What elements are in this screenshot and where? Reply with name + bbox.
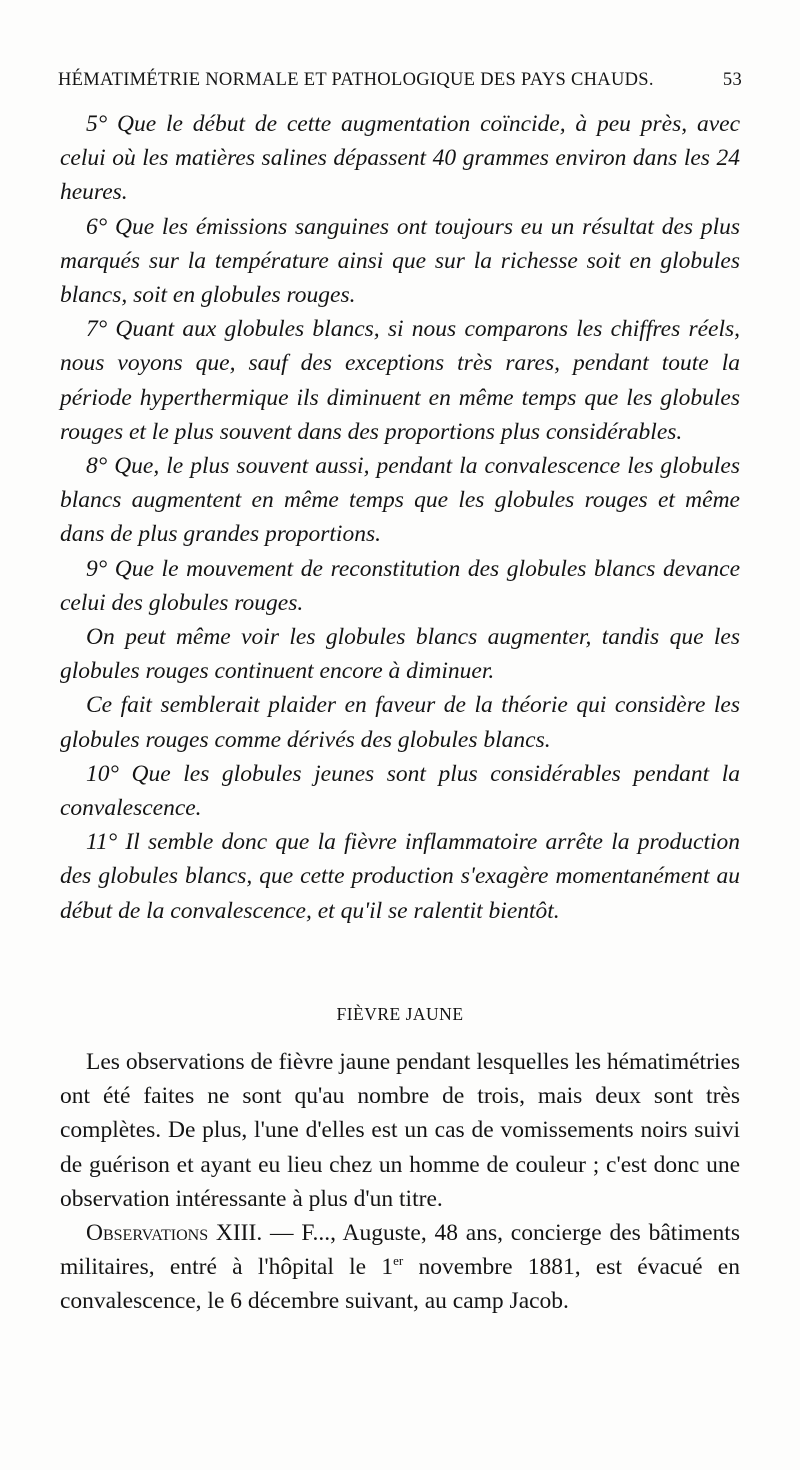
- section-body: [60, 1045, 740, 1319]
- running-title: HÉMATIMÉTRIE NORMALE ET PATHOLOGIQUE DES PAYS CHAUDS.: [58, 70, 654, 90]
- conclusion-number: 9°: [86, 555, 108, 582]
- conclusion-text: Que le mouvement de reconstitution des globules blancs devance celui des globules rouges.: [60, 555, 741, 616]
- conclusion-number: 11°: [86, 829, 118, 856]
- conclusion-text: Que le début de cette augmentation coïncide, à peu près, avec celui où les matières salines dépassent 40 grammes environ dans les 24 heures.: [60, 111, 740, 206]
- conclusion-text: Quant aux globules blancs, si nous comparons les chiffres réels, nous voyons que, sauf des exceptions très rares, pendant toute la période hyperthermique ils diminuent en même temps que les globules rouges et le plus souvent dans des proportions plus considérables.: [60, 316, 741, 445]
- conclusion-item: [60, 449, 740, 552]
- conclusion-text: Que les globules jeunes sont plus considérables pendant la convalescence.: [60, 760, 740, 822]
- page-number: 53: [722, 70, 742, 90]
- conclusion-number: 8°: [86, 453, 108, 480]
- conclusion-number: 7°: [86, 316, 108, 343]
- observation-label: Observations XIII.: [86, 1220, 263, 1247]
- section-title: FIÈVRE JAUNE: [336, 1004, 464, 1024]
- conclusion-item: [60, 688, 740, 756]
- conclusion-number: 6°: [86, 213, 108, 240]
- conclusions-list: [60, 107, 740, 928]
- conclusion-item: [60, 620, 740, 688]
- conclusion-item: [60, 825, 740, 928]
- observation-paragraph: [60, 1216, 740, 1319]
- conclusion-text: Que, le plus souvent aussi, pendant la convalescence les globules blancs augmentent en même temps que les globules rouges et même dans de plus grandes proportions.: [60, 453, 740, 548]
- ordinal-superscript: er: [393, 1253, 404, 1269]
- conclusion-text: On peut même voir les globules blancs augmenter, tandis que les globules rouges continuent encore à diminuer.: [60, 624, 740, 685]
- conclusion-number: 10°: [86, 760, 119, 787]
- conclusion-text: Il semble donc que la fièvre inflammatoire arrête la production des globules blancs, que cette production s'exagère momentanément au début de la convalescence, et qu'il se ralentit bientôt.: [60, 829, 740, 924]
- conclusion-number: 5°: [86, 111, 108, 137]
- conclusion-item: [60, 107, 740, 210]
- running-header: [58, 70, 742, 96]
- observation-text: novembre 1881, est évacué en convalescence, le 6 décembre suivant, au camp Jacob.: [60, 1254, 740, 1315]
- conclusion-item: [60, 757, 740, 825]
- conclusion-item: [60, 552, 740, 620]
- observation-text: — F..., Auguste, 48 ans, concierge des bâtiments militaires, entré à l'hôpital le 1: [60, 1220, 740, 1281]
- conclusion-item: [60, 210, 740, 313]
- conclusion-text: Que les émissions sanguines ont toujours eu un résultat des plus marqués sur la température ainsi que sur la richesse soit en globules blancs, soit en globules rouges.: [60, 213, 740, 309]
- paragraph: Les observations de fièvre jaune pendant lesquelles les hématimétries ont été faites ne sont qu'au nombre de trois, mais deux sont très complètes. De plus, l'une d'elles est un cas de vomissements noirs suivi de guérison et ayant eu lieu chez un homme de couleur ; c'est donc une observation intéressante à plus d'un titre.: [60, 1049, 740, 1212]
- conclusion-text: Ce fait semblerait plaider en faveur de la théorie qui considère les globules rouges comme dérivés des globules blancs.: [60, 692, 740, 753]
- conclusion-item: [60, 312, 740, 449]
